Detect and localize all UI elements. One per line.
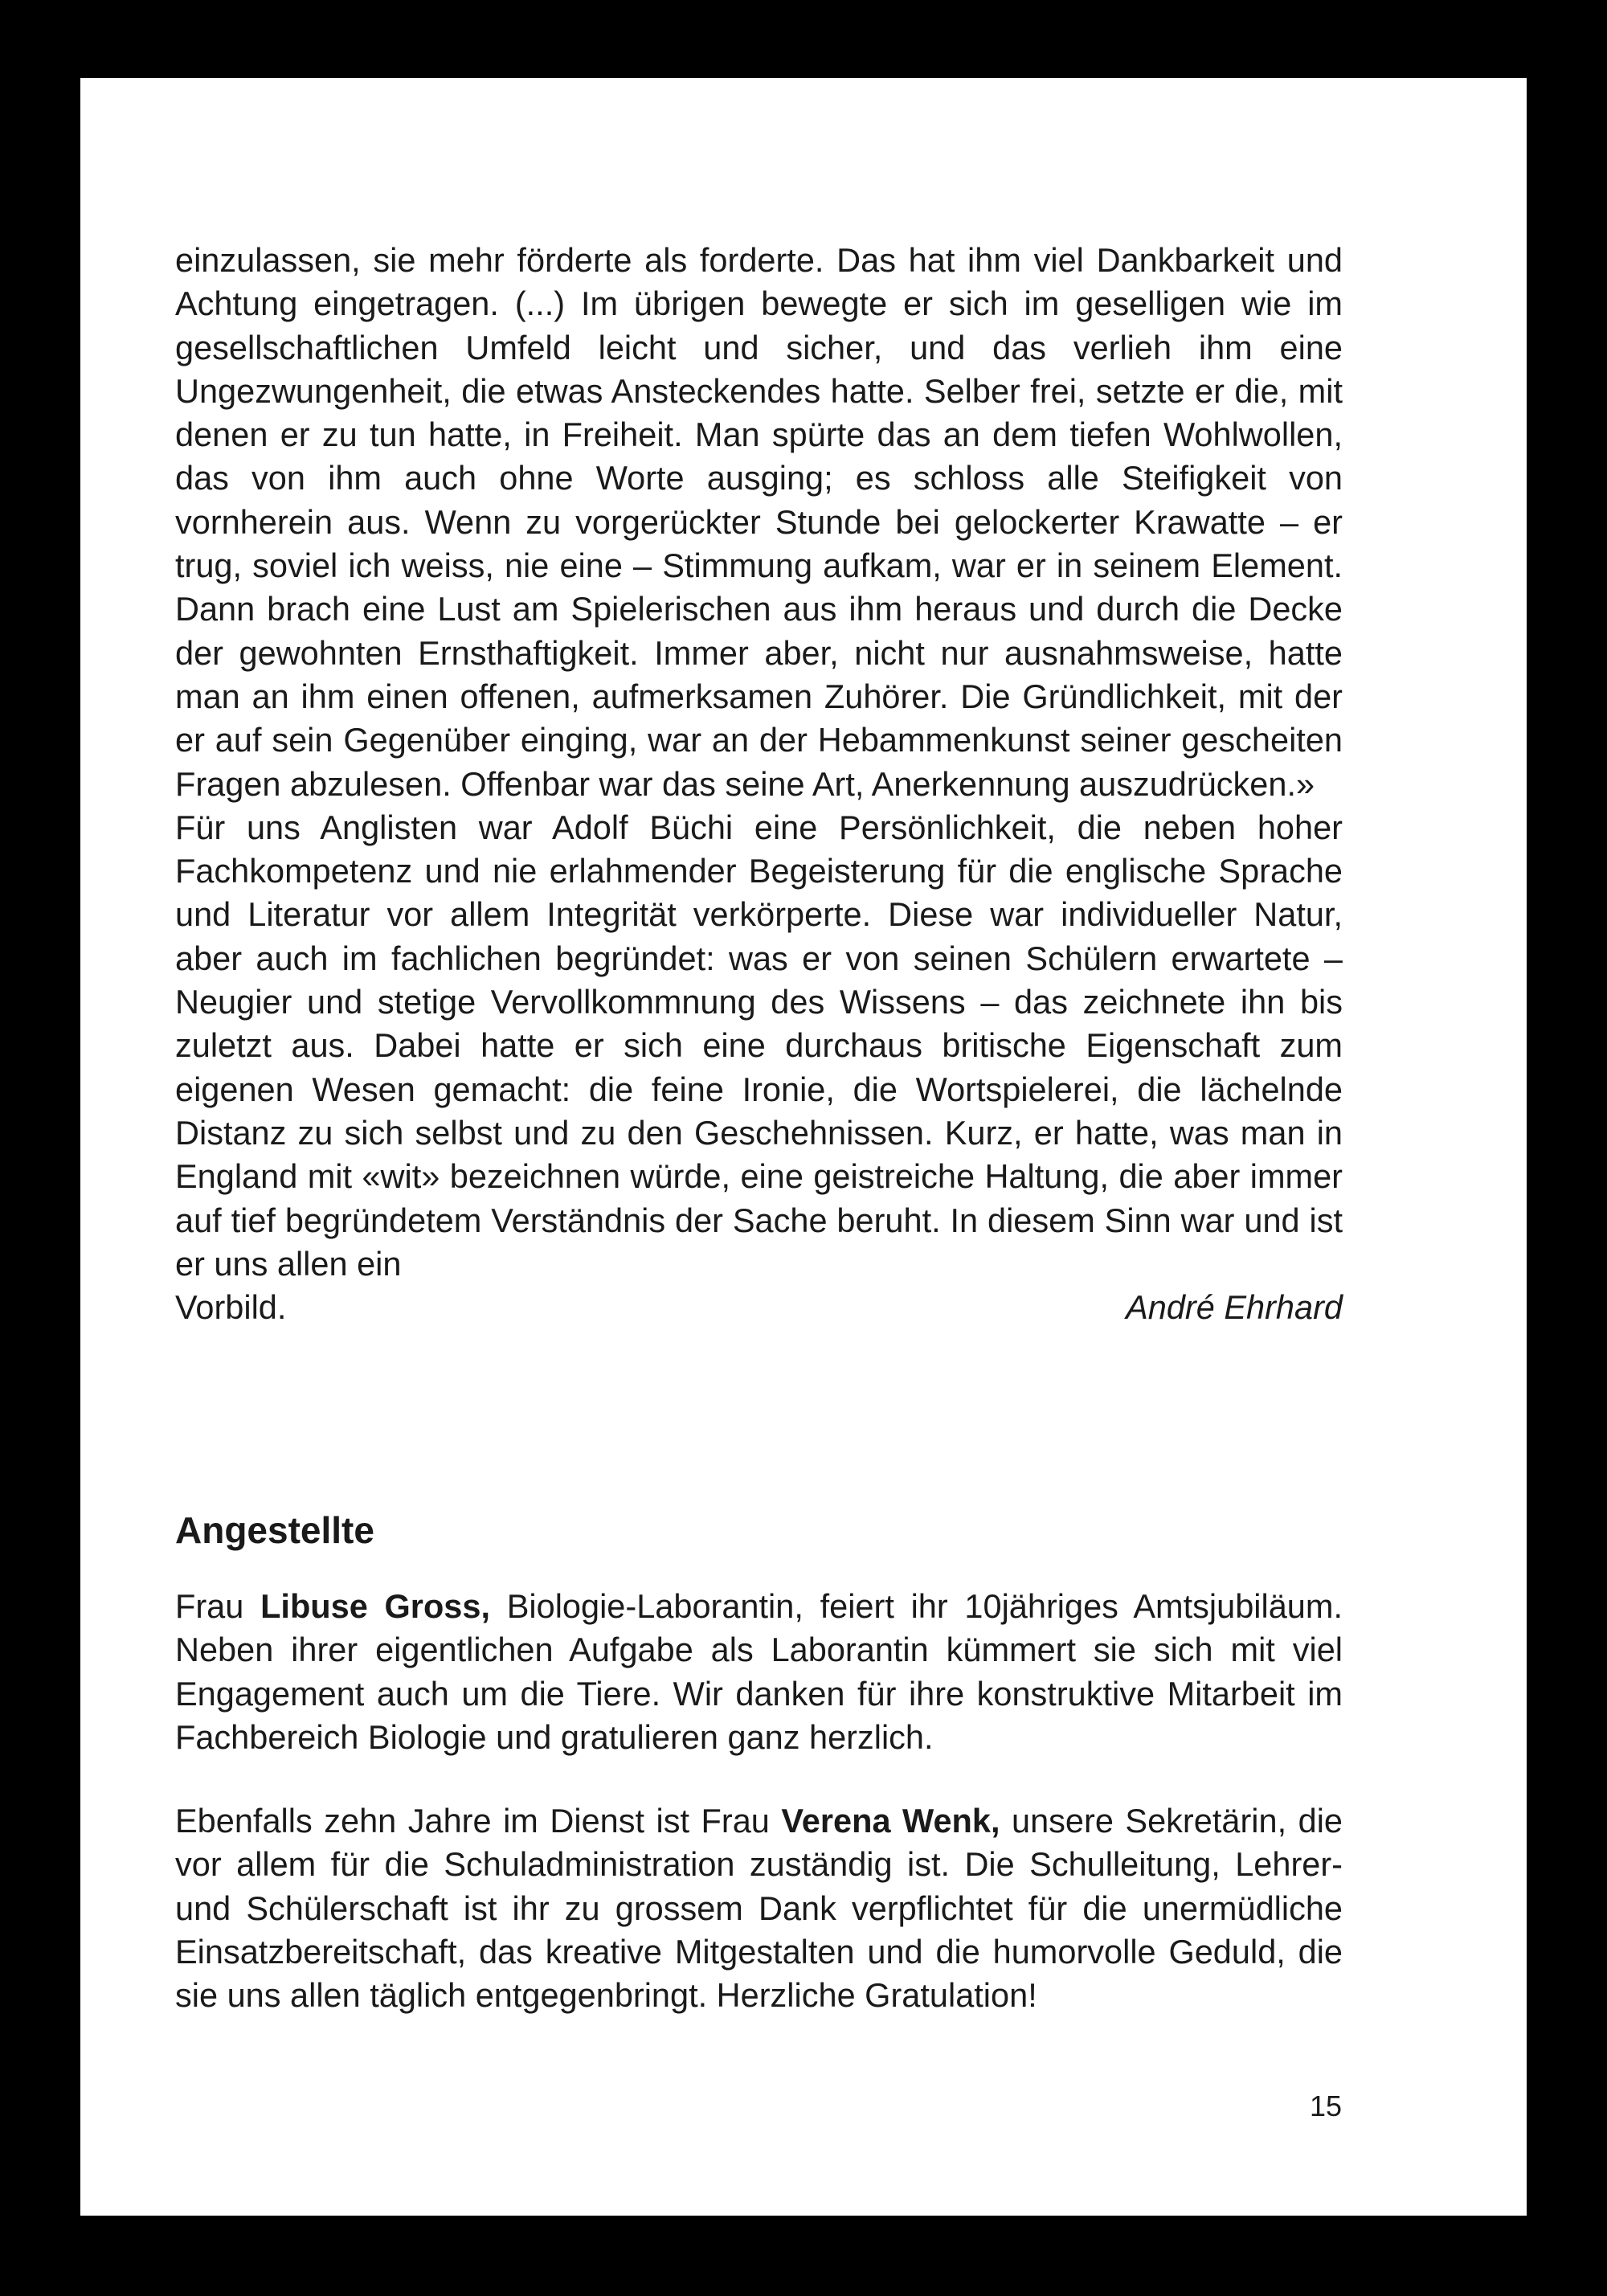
quote-paragraph: einzulassen, sie mehr förderte als forderte. Das hat ihm viel Dankbarkeit und Achtung eingetragen. (...) Im übrigen bewegte er sich im geselligen wie im gesellschaftlichen Umfeld leicht und sicher, und das verlieh ihm eine Ungezwungenheit, die etwas Ansteckendes hatte. Selber frei, setzte er die, mit denen er zu tun hatte, in Freiheit. Man spürte das an dem tiefen Wohlwollen, das von ihm auch ohne Worte ausging; es schloss alle Steifigkeit von vornherein aus. Wenn zu vorgerückter Stunde bei gelockerter Krawatte – er trug, soviel ich weiss, nie eine – Stimmung aufkam, war er in seinem Element. Dann brach eine Lust am Spielerischen aus ihm heraus und durch die Decke der gewohnten Ernsthaftigkeit. Immer aber, nicht nur ausnahmsweise, hatte man an ihm einen offenen, aufmerksamen Zuhörer. Die Gründlichkeit, mit der er auf sein Gegenüber einging, war an der Hebammenkunst seiner gescheiten Fragen abzulesen. Offenbar war das seine Art, Anerkennung auszudrücken.»	[175, 241, 1343, 803]
wenk-text: unsere Sekretärin, die vor allem für die Schuladministration zuständig ist. Die Schulleitung, Lehrer- und Schülerschaft ist ihr zu grossem Dank verpflichtet für die unermüdliche Einsatzbereitschaft, das kreative Mitgestalten und die humorvolle Geduld, die sie uns allen täglich entgegenbringt. Herzliche Gratulation!	[175, 1802, 1343, 2015]
signature-line	[175, 1286, 1343, 1329]
gross-text: Biologie-Laborantin, feiert ihr 10jähriges Amtsjubiläum. Neben ihrer eigentlichen Aufgabe als Laborantin kümmert sie sich mit viel Engagement auch um die Tiere. Wir danken für ihre konstruktive Mitarbeit im Fachbereich Biologie und gratulieren ganz herzlich.	[175, 1587, 1343, 1756]
section-heading: Angestellte	[175, 1509, 374, 1551]
closing-word: Vorbild.	[175, 1288, 287, 1327]
gross-prefix: Frau	[175, 1587, 261, 1625]
employee-name-gross: Libuse Gross,	[260, 1587, 490, 1625]
page-number: 15	[1309, 2089, 1342, 2122]
author-signature: André Ehrhard	[1126, 1288, 1343, 1327]
employee-paragraph-gross	[175, 1585, 1343, 1759]
employee-paragraph-wenk	[175, 1799, 1343, 2017]
tribute-paragraph: Für uns Anglisten war Adolf Büchi eine Persönlichkeit, die neben hoher Fachkompetenz und nie erlahmender Begeisterung für die englische Sprache und Literatur vor allem Integrität verkörperte. Diese war individueller Natur, aber auch im fachlichen begründet: was er von seinen Schülern erwartete – Neugier und stetige Vervollkommnung des Wissens – das zeichnete ihn bis zuletzt aus. Dabei hatte er sich eine durchaus britische Eigenschaft zum eigenen Wesen gemacht: die feine Ironie, die Wortspielerei, die lächelnde Distanz zu sich selbst und zu den Geschehnissen. Kurz, er hatte, was man in England mit «wit» bezeichnen würde, eine geistreiche Haltung, die aber immer auf tief begründetem Verständnis der Sache beruht. In diesem Sinn war und ist er uns allen ein	[175, 808, 1343, 1283]
employee-name-wenk: Verena Wenk,	[781, 1802, 1000, 1840]
page-content	[175, 239, 1343, 2015]
wenk-prefix: Ebenfalls zehn Jahre im Dienst ist Frau	[175, 1802, 782, 1840]
document-page	[80, 78, 1527, 2216]
